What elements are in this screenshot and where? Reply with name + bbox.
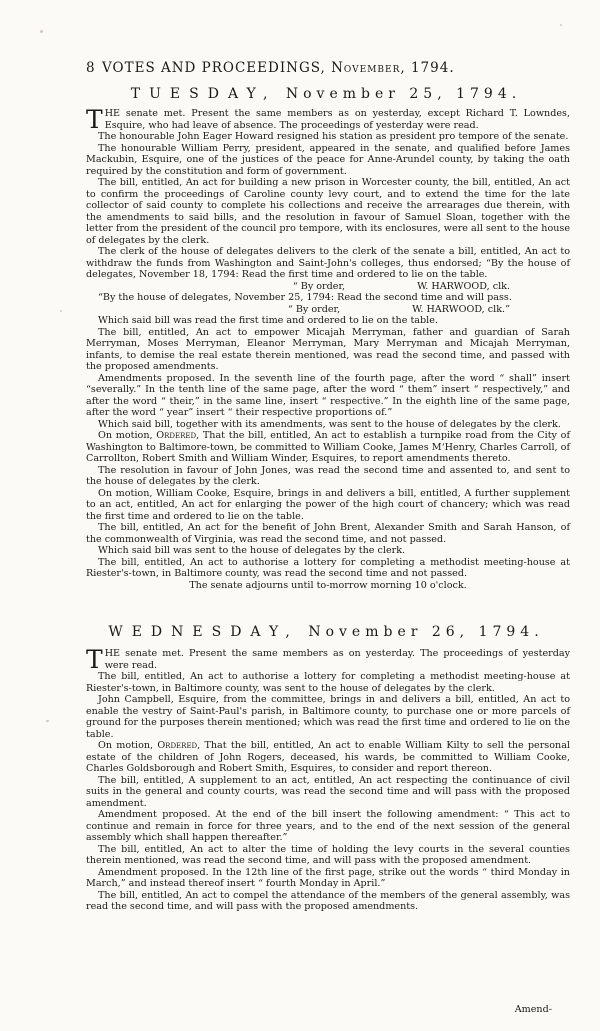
- paragraph: The bill, entitled, An act for building a new prison in Worcester county, the bill, entitled, An act to confirm the proceedings of Caroline county levy court, and to extend the time for the late collector of said county to complete his collections and receive the arrearages due therein, with the amendments to said bills, and the resolution in favour of Samuel Sloan, together with the letter from the president of the council pro tempore, with its enclosures, were all sent to the house of delegates by the clerk.: [86, 177, 570, 246]
- paragraph: Amendment proposed. In the 12th line of the first page, strike out the words “ third Monday in March,” and instead thereof insert “ fourth Monday in April.”: [86, 866, 570, 889]
- paragraph: “By the house of delegates, November 25, 1794: Read the second time and will pass.: [98, 292, 512, 303]
- paragraph: Amendments proposed. In the seventh line of the fourth page, after the word “ shall” insert “severally.” In the tenth line of the same page, after the word “ them” insert “ respectively,” and after the word “ their,” in the same line, insert “ respective.” In the eighth line of the same page, after the word “ year” insert “ their respective proportions of.”: [86, 372, 570, 418]
- drop-cap: T: [86, 105, 103, 134]
- paragraph: The honourable William Perry, president, appeared in the senate, and qualified before James Mackubin, Esquire, one of the justices of the peace for Anne-Arundel county, by taking the oath required by the constitution and form of government.: [86, 142, 570, 177]
- paragraph: The honourable John Eager Howard resigned his station as president pro tempore of the senate.: [98, 131, 569, 142]
- paper-speck: [560, 24, 562, 26]
- running-head: VOTES AND PROCEEDINGS, November, 1794.: [102, 60, 455, 76]
- paragraph: Amendment proposed. At the end of the bill insert the following amendment: “ This act to continue and remain in force for three years, and to the end of the next session of the general assembly which shall happen thereafter.”: [86, 809, 570, 843]
- paragraph: Which said bill was sent to the house of delegates by the clerk.: [98, 545, 406, 556]
- paragraph: Which said bill, together with its amendments, was sent to the house of delegates by the clerk.: [98, 418, 561, 430]
- page-number: 8: [86, 60, 96, 76]
- tuesday-heading-day: TUESDAY,: [130, 86, 277, 102]
- paragraph: THE senate met. Present the same members as on yesterday, except Richard T. Lowndes, Esquire, who had leave of absence. The proceedings of yesterday were read.: [86, 105, 570, 134]
- signature-line: “ By order, W. HARWOOD, clk.: [292, 280, 510, 292]
- paper-speck: [40, 30, 43, 33]
- running-header: [86, 60, 566, 80]
- adjournment-line: The senate adjourns until to-morrow morning 10 o'clock.: [189, 579, 467, 591]
- paragraph: The bill, entitled, An act to compel the attendance of the members of the general assembly, was read the second time, and will pass with the proposed amendments.: [86, 889, 570, 912]
- wednesday-heading-date: November 26, 1794.: [308, 624, 544, 640]
- paragraph: Which said bill was read the first time and ordered to lie on the table.: [98, 315, 438, 326]
- paragraph: John Campbell, Esquire, from the committee, brings in and delivers a bill, entitled, An act to enable the vestry of Saint-Paul's parish, in Baltimore county, to purchase one or more parcels of ground for the purposes therein mentioned; which was read the first time and ordered to lie on the table.: [86, 694, 570, 740]
- drop-cap: T: [86, 645, 103, 674]
- catchword: Amend-: [514, 1004, 552, 1015]
- paragraph: The clerk of the house of delegates delivers to the clerk of the senate a bill, entitled, An act to withdraw the funds from Washington and Saint-John's colleges, thus endorsed; “By the house of delegates, November 18, 1794: Read the first time and ordered to lie on the table.: [86, 246, 570, 280]
- wednesday-heading-day: WEDNESDAY,: [108, 624, 299, 640]
- paragraph: THE senate met. Present the same members as on yesterday. The proceedings of yesterday were read.: [86, 645, 570, 674]
- paragraph: On motion, William Cooke, Esquire, brings in and delivers a bill, entitled, A further supplement to an act, entitled, An act for enlarging the power of the high court of chancery; which was read the first time and ordered to lie on the table.: [86, 487, 570, 522]
- tuesday-heading-date: November 25, 1794.: [285, 86, 522, 102]
- wednesday-proceedings: [86, 645, 570, 913]
- paragraph: On motion, Ordered, That the bill, entitled, An act to establish a turnpike road from the City of Washington to Baltimore-town, be committed to William Cooke, James M‘Henry, Charles Carroll, of Carrollton, Robert Smith and William Winder, Esquires, to report amendments thereto.: [86, 430, 570, 464]
- tuesday-proceedings: [86, 105, 570, 591]
- paragraph: The bill, entitled, An act to alter the time of holding the levy courts in the several counties therein mentioned, was read the second time, and will pass with the proposed amendment.: [86, 843, 570, 866]
- paragraph: The bill, entitled, An act to empower Micajah Merryman, father and guardian of Sarah Merryman, Moses Merryman, Eleanor Merryman, Mary Merryman and Micajah Merryman, infants, to demise the real estate therein mentioned, was read the second time, and passed with the proposed amendments.: [86, 326, 570, 372]
- paragraph: The bill, entitled, A supplement to an act, entitled, An act respecting the continuance of civil suits in the general and county courts, was read the second time and will pass with the proposed amendment.: [86, 774, 570, 809]
- ordered-label: Ordered,: [156, 430, 200, 441]
- paragraph: The bill, entitled, An act to authorise a lottery for completing a methodist meeting-house at Riester's-town, in Baltimore county, was sent to the house of delegates by the clerk.: [86, 671, 570, 694]
- paragraph: The bill, entitled, An act for the benefit of John Brent, Alexander Smith and Sarah Hanson, of the commonwealth of Virginia, was read the second time, and not passed.: [86, 522, 570, 545]
- paper-speck: [60, 310, 62, 312]
- paragraph: The bill, entitled, An act to authorise a lottery for completing a methodist meeting-house at Riester's-town, in Baltimore county, was read the second time and not passed.: [86, 556, 570, 579]
- tuesday-heading: [86, 86, 566, 102]
- paper-speck: [46, 720, 49, 722]
- ordered-label: Ordered,: [157, 740, 201, 751]
- paragraph: The resolution in favour of John Jones, was read the second time and assented to, and sent to the house of delegates by the clerk.: [86, 464, 570, 487]
- paragraph: On motion, Ordered, That the bill, entitled, An act to enable William Kilty to sell the personal estate of the children of John Rogers, deceased, his wards, be committed to William Cooke, Charles Goldsborough and Robert Smith, Esquires, to consider and report thereon.: [86, 740, 570, 774]
- signature-line: “ By order, W. HARWOOD, clk.”: [287, 303, 510, 315]
- wednesday-heading: [86, 624, 566, 640]
